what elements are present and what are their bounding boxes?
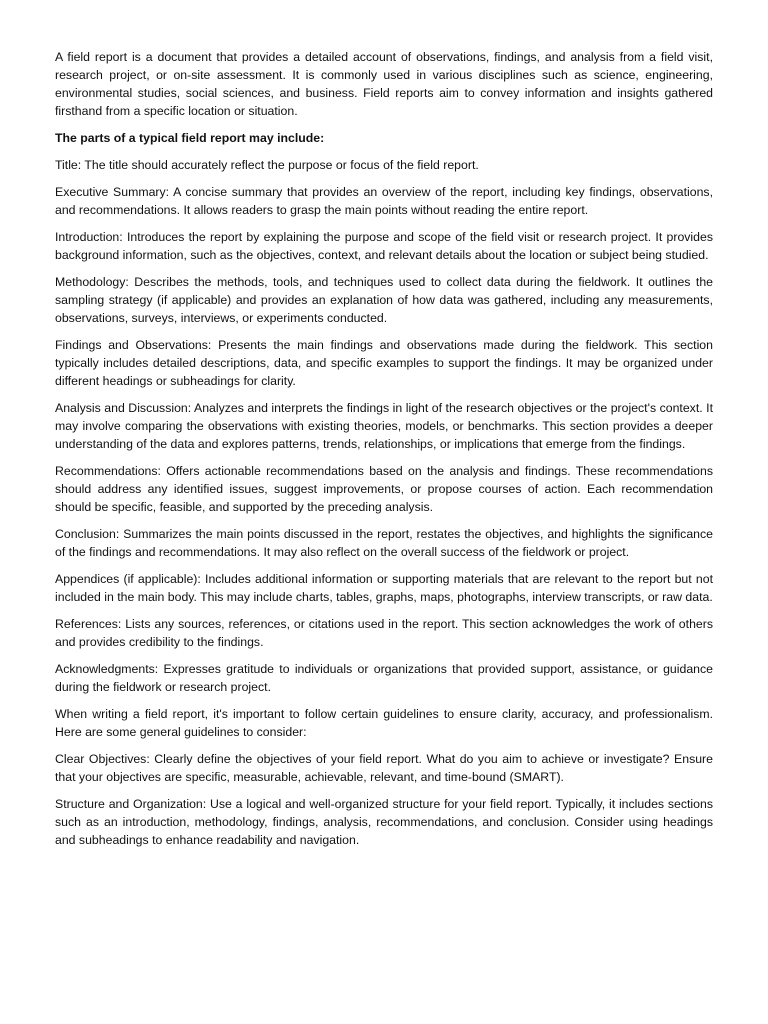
document-page — [55, 48, 713, 858]
title-paragraph: Title: The title should accurately reflect the purpose or focus of the field report. — [55, 158, 479, 172]
acknowledgments-paragraph: Acknowledgments: Expresses gratitude to individuals or organizations that provided support, assistance, or guidance during the fieldwork or research project. — [55, 662, 713, 694]
methodology-paragraph: Methodology: Describes the methods, tools, and techniques used to collect data during the fieldwork. It outlines the sampling strategy (if applicable) and provides an explanation of how data was gathered, including any measurements, observations, surveys, interviews, or experiments conducted. — [55, 275, 713, 325]
introduction-paragraph: Introduction: Introduces the report by explaining the purpose and scope of the field visit or research project. It provides background information, such as the objectives, context, and relevant details about the location or subject being studied. — [55, 230, 713, 262]
findings-paragraph: Findings and Observations: Presents the main findings and observations made during the fieldwork. This section typically includes detailed descriptions, data, and specific examples to support the findings. It may be organized under different headings or subheadings for clarity. — [55, 338, 713, 388]
parts-heading: The parts of a typical field report may include: — [55, 131, 325, 145]
structure-paragraph: Structure and Organization: Use a logical and well-organized structure for your field report. Typically, it includes sections such as an introduction, methodology, findings, analysis, recommendations, and conclusion. Consider using headings and subheadings to enhance readability and navigation. — [55, 797, 713, 847]
recommendations-paragraph: Recommendations: Offers actionable recommendations based on the analysis and findings. These recommendations should address any identified issues, suggest improvements, or propose courses of action. Each recommendation should be specific, feasible, and supported by the preceding analysis. — [55, 464, 713, 514]
guidelines-intro-paragraph: When writing a field report, it's important to follow certain guidelines to ensure clarity, accuracy, and professionalism. Here are some general guidelines to consider: — [55, 707, 713, 739]
intro-paragraph: A field report is a document that provides a detailed account of observations, findings, and analysis from a field visit, research project, or on-site assessment. It is commonly used in various disciplines such as science, engineering, environmental studies, social sciences, and business. Field reports aim to convey information and insights gathered firsthand from a specific location or situation. — [55, 50, 713, 118]
executive-summary-paragraph: Executive Summary: A concise summary that provides an overview of the report, including key findings, observations, and recommendations. It allows readers to grasp the main points without reading the entire report. — [55, 185, 713, 217]
references-paragraph: References: Lists any sources, references, or citations used in the report. This section acknowledges the work of others and provides credibility to the findings. — [55, 617, 713, 649]
conclusion-paragraph: Conclusion: Summarizes the main points discussed in the report, restates the objectives, and highlights the significance of the findings and recommendations. It may also reflect on the overall success of the fieldwork or project. — [55, 527, 713, 559]
analysis-paragraph: Analysis and Discussion: Analyzes and interprets the findings in light of the research objectives or the project's context. It may involve comparing the observations with existing theories, models, or benchmarks. This section provides a deeper understanding of the data and explores patterns, trends, relationships, or implications that emerge from the findings. — [55, 401, 713, 451]
appendices-paragraph: Appendices (if applicable): Includes additional information or supporting materials that are relevant to the report but not included in the main body. This may include charts, tables, graphs, maps, photographs, interview transcripts, or raw data. — [55, 572, 713, 604]
clear-objectives-paragraph: Clear Objectives: Clearly define the objectives of your field report. What do you aim to achieve or investigate? Ensure that your objectives are specific, measurable, achievable, relevant, and time-bound (SMART). — [55, 752, 713, 784]
